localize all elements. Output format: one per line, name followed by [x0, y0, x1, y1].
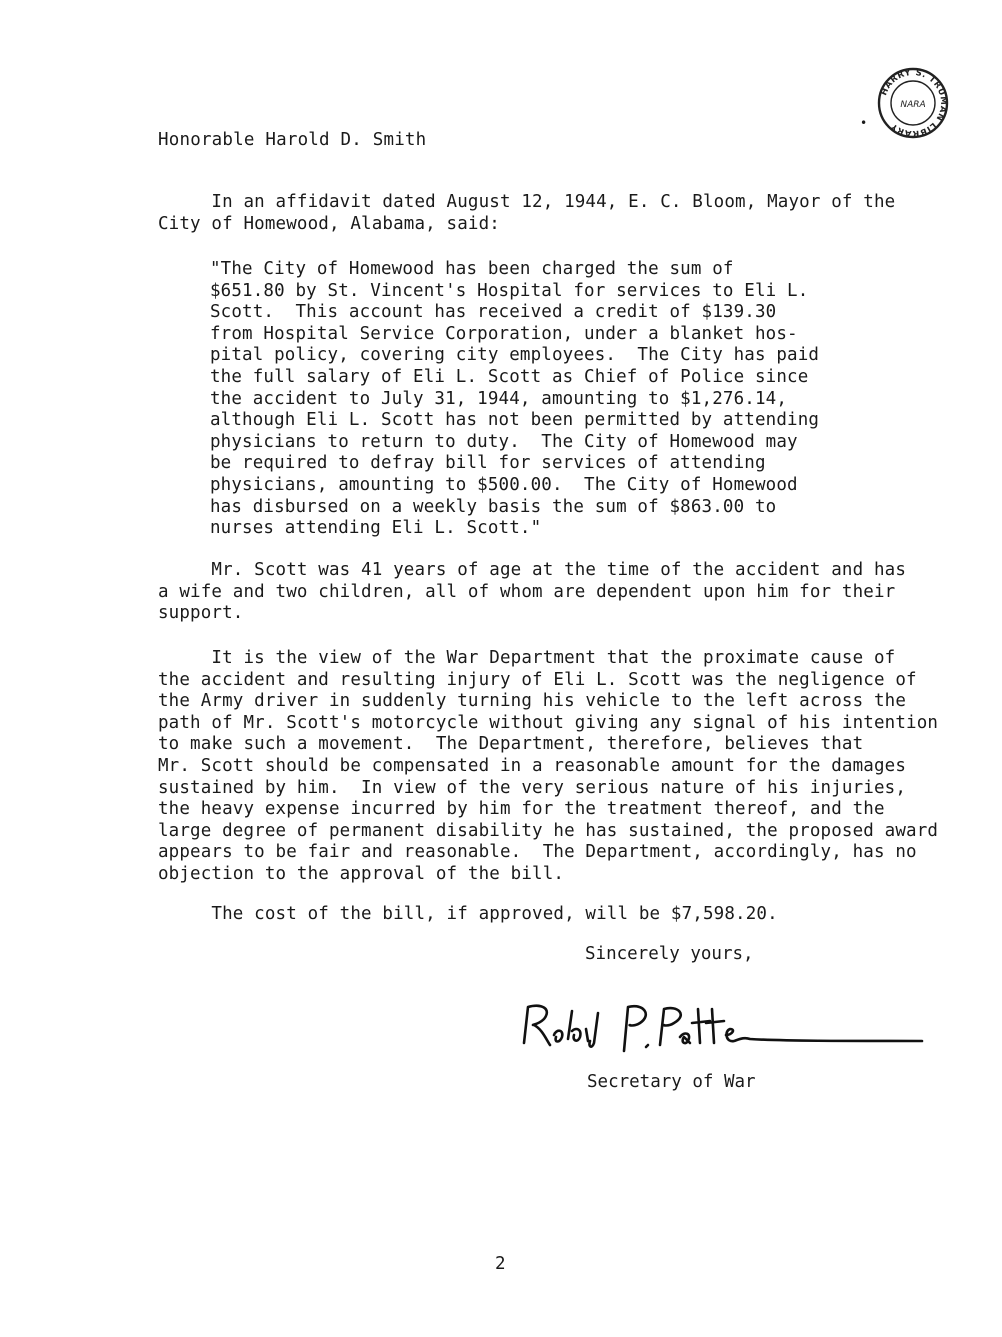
- text-line: the heavy expense incurred by him for the treatment thereof, and the: [158, 799, 885, 820]
- text-line: the Army driver in suddenly turning his vehicle to the left across the: [158, 691, 907, 712]
- page-number: 2: [495, 1254, 506, 1274]
- text-line: path of Mr. Scott's motorcycle without giving any signal of his intention: [158, 712, 939, 733]
- text-line: nurses attending Eli L. Scott.": [210, 518, 542, 539]
- library-stamp: [876, 66, 950, 140]
- text-line: $651.80 by St. Vincent's Hospital for services to Eli L.: [210, 280, 809, 301]
- text-line: It is the view of the War Department that the proximate cause of: [158, 648, 896, 668]
- salutation: Honorable Harold D. Smith: [158, 130, 427, 150]
- text-line: In an affidavit dated August 12, 1944, E. C. Bloom, Mayor of the: [158, 192, 896, 212]
- text-line: Scott. This account has received a credit of $139.30: [210, 302, 777, 323]
- text-line: "The City of Homewood has been charged the sum of: [210, 259, 734, 279]
- text-line: the accident and resulting injury of Eli L. Scott was the negligence of: [158, 669, 917, 690]
- text-line: City of Homewood, Alabama, said:: [158, 213, 500, 234]
- text-line: physicians, amounting to $500.00. The City of Homewood: [210, 474, 798, 495]
- text-line: support.: [158, 603, 244, 624]
- text-line: although Eli L. Scott has not been permitted by attending: [210, 410, 820, 431]
- text-line: be required to defray bill for services of attending: [210, 453, 766, 474]
- svg-text:HARRY S. TRUMAN LIBRARY: HARRY S. TRUMAN LIBRARY: [879, 67, 949, 139]
- text-line: physicians to return to duty. The City of Homewood may: [210, 431, 798, 452]
- text-line: Mr. Scott should be compensated in a reasonable amount for the damages: [158, 755, 907, 776]
- text-line: Mr. Scott was 41 years of age at the time of the accident and has: [158, 560, 907, 580]
- paragraph-dependents: [158, 560, 906, 625]
- paragraph-cost: [158, 904, 778, 926]
- text-line: pital policy, covering city employees. The City has paid: [210, 345, 820, 366]
- text-line: the accident to July 31, 1944, amounting to $1,276.14,: [210, 388, 788, 409]
- text-line: has disbursed on a weekly basis the sum of $863.00 to: [210, 496, 777, 517]
- text-line: appears to be fair and reasonable. The Department, accordingly, has no: [158, 842, 917, 863]
- text-line: large degree of permanent disability he has sustained, the proposed award: [158, 820, 939, 841]
- text-line: The cost of the bill, if approved, will be $7,598.20.: [158, 904, 778, 924]
- text-line: from Hospital Service Corporation, under a blanket hos-: [210, 323, 798, 344]
- closing: Sincerely yours,: [585, 944, 754, 964]
- paragraph-department-view: [158, 648, 938, 886]
- affidavit-quote: [210, 259, 819, 540]
- text-line: a wife and two children, all of whom are dependent upon him for their: [158, 581, 896, 602]
- signer-title: Secretary of War: [587, 1072, 756, 1092]
- text-line: to make such a movement. The Department, therefore, believes that: [158, 734, 864, 755]
- text-line: the full salary of Eli L. Scott as Chief of Police since: [210, 366, 809, 387]
- svg-text:NARA: NARA: [900, 100, 926, 110]
- text-line: objection to the approval of the bill.: [158, 863, 565, 884]
- stamp-mark: •: [860, 116, 868, 130]
- text-line: sustained by him. In view of the very serious nature of his injuries,: [158, 777, 907, 798]
- intro-paragraph: [158, 192, 895, 235]
- signature: [512, 995, 928, 1067]
